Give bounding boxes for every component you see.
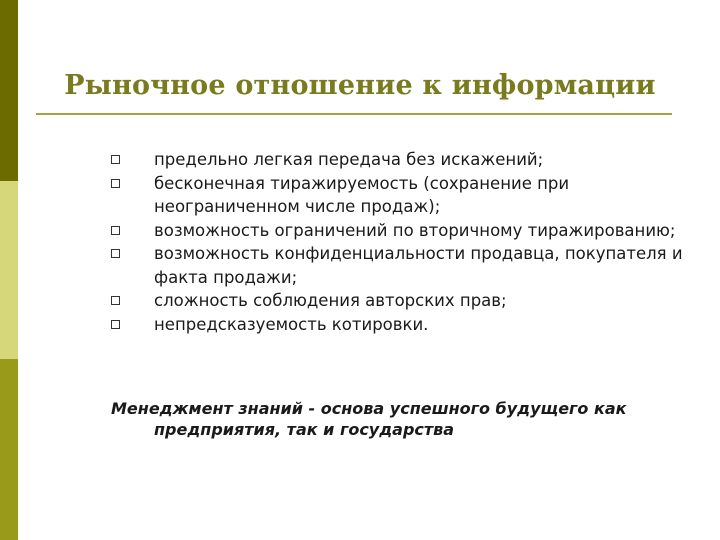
hollow-square-bullet-icon	[111, 320, 120, 329]
bullet-text: сложность соблюдения авторских прав;	[154, 291, 507, 310]
bullet-item	[0, 242, 720, 289]
hollow-square-bullet-icon	[111, 296, 120, 305]
bullet-text: предельно легкая передача без искажений;	[154, 150, 544, 169]
hollow-square-bullet-icon	[111, 155, 120, 164]
hollow-square-bullet-icon	[111, 249, 120, 258]
bullet-item	[0, 148, 720, 172]
hollow-square-bullet-icon	[111, 226, 120, 235]
bullet-item	[0, 172, 720, 219]
bullet-item	[0, 219, 720, 243]
hollow-square-bullet-icon	[111, 179, 120, 188]
slide-title: Рыночное отношение к информации	[64, 70, 656, 101]
bullet-text: непредсказуемость котировки.	[154, 314, 429, 334]
bullet-text: бесконечная тиражируемость (сохранение при неограниченном числе продаж);	[154, 173, 570, 216]
sidebar-segment-mid	[0, 359, 18, 540]
title-divider	[36, 113, 672, 115]
bullet-list	[0, 148, 720, 336]
bullet-item	[0, 313, 720, 337]
bullet-text: возможность конфиденциальности продавца, покупателя и факта продажи;	[154, 244, 683, 287]
footer-note: Менеджмент знаний - основа успешного будущего как предприятия, так и государства	[111, 399, 627, 439]
bullet-text: возможность ограничений по вторичному тиражированию;	[154, 220, 676, 240]
bullet-item	[0, 289, 720, 313]
